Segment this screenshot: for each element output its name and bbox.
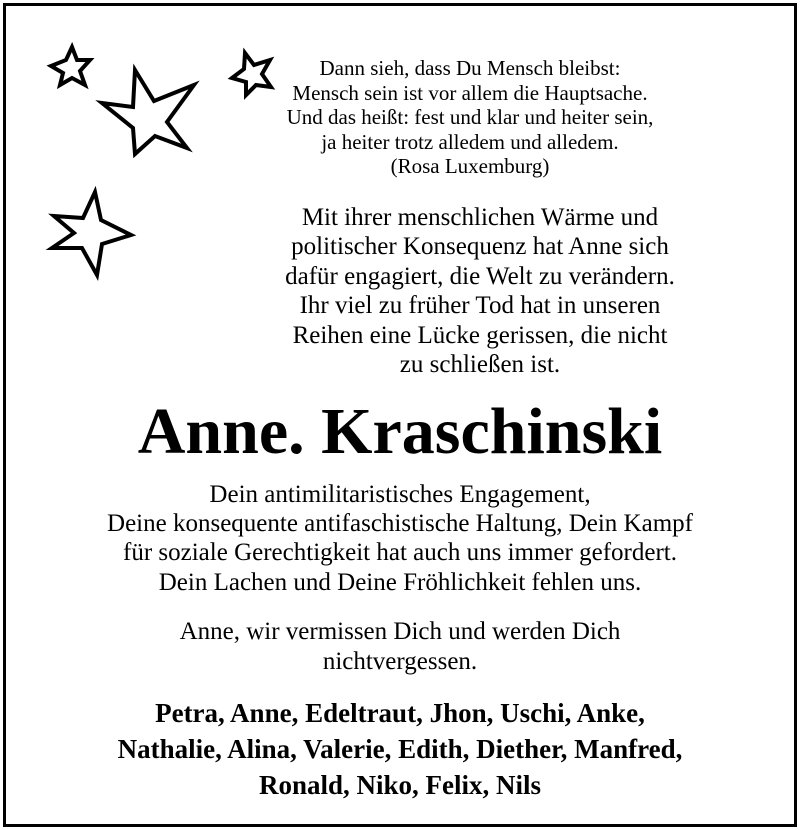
quote-author: (Rosa Luxemburg) — [390, 154, 550, 178]
tribute-line: politischer Konsequenz hat Anne sich — [291, 233, 669, 261]
engagement-line: Dein Lachen und Deine Fröhlichkeit fehlen uns. — [158, 568, 642, 596]
engagement-line: Dein antimilitaristisches Engagement, — [209, 481, 591, 508]
small-star-icon-right — [232, 53, 271, 95]
engagement-paragraph — [0, 480, 800, 597]
rosa-luxemburg-quote — [280, 56, 660, 179]
engagement-line: für soziale Gerechtigkeit hat auch uns immer gefordert. — [123, 539, 677, 567]
tribute-line: dafür engagiert, die Welt zu verändern. — [285, 262, 675, 290]
tribute-line: zu schließen ist. — [399, 351, 561, 379]
farewell-line: nichtvergessen. — [322, 647, 478, 675]
engagement-line: Deine konsequente antifaschistische Haltung, Dein Kampf — [107, 510, 693, 538]
signatories-line: Petra, Anne, Edeltraut, Jhon, Uschi, Anke, — [155, 698, 645, 728]
quote-line: Und das heißt: fest und klar und heiter sein, — [286, 105, 654, 129]
tribute-line: Reihen eine Lücke gerissen, die nicht — [292, 321, 668, 349]
signatories-list — [0, 695, 800, 803]
medium-star-icon — [52, 192, 131, 275]
signatories-line: Ronald, Niko, Felix, Nils — [258, 770, 542, 800]
large-star-icon — [102, 70, 194, 154]
farewell-paragraph — [0, 617, 800, 676]
stars-decoration — [0, 0, 300, 300]
farewell-line: Anne, wir vermissen Dich und werden Dich — [179, 618, 621, 645]
small-star-icon-left — [51, 47, 90, 85]
deceased-name: Anne. Kraschinski — [137, 395, 663, 468]
quote-line: ja heiter trotz alledem und alledem. — [321, 129, 619, 154]
tribute-line: Ihr viel zu früher Tod hat in unseren — [299, 292, 661, 320]
tribute-line: Mit ihrer menschlichen Wärme und — [301, 204, 659, 231]
tribute-paragraph — [278, 203, 682, 379]
quote-line: Mensch sein ist vor allem die Hauptsache. — [292, 80, 648, 105]
quote-line: Dann sieh, dass Du Mensch bleibst: — [319, 56, 621, 80]
signatories-line: Nathalie, Alina, Valerie, Edith, Diether, Manfred, — [117, 734, 683, 764]
